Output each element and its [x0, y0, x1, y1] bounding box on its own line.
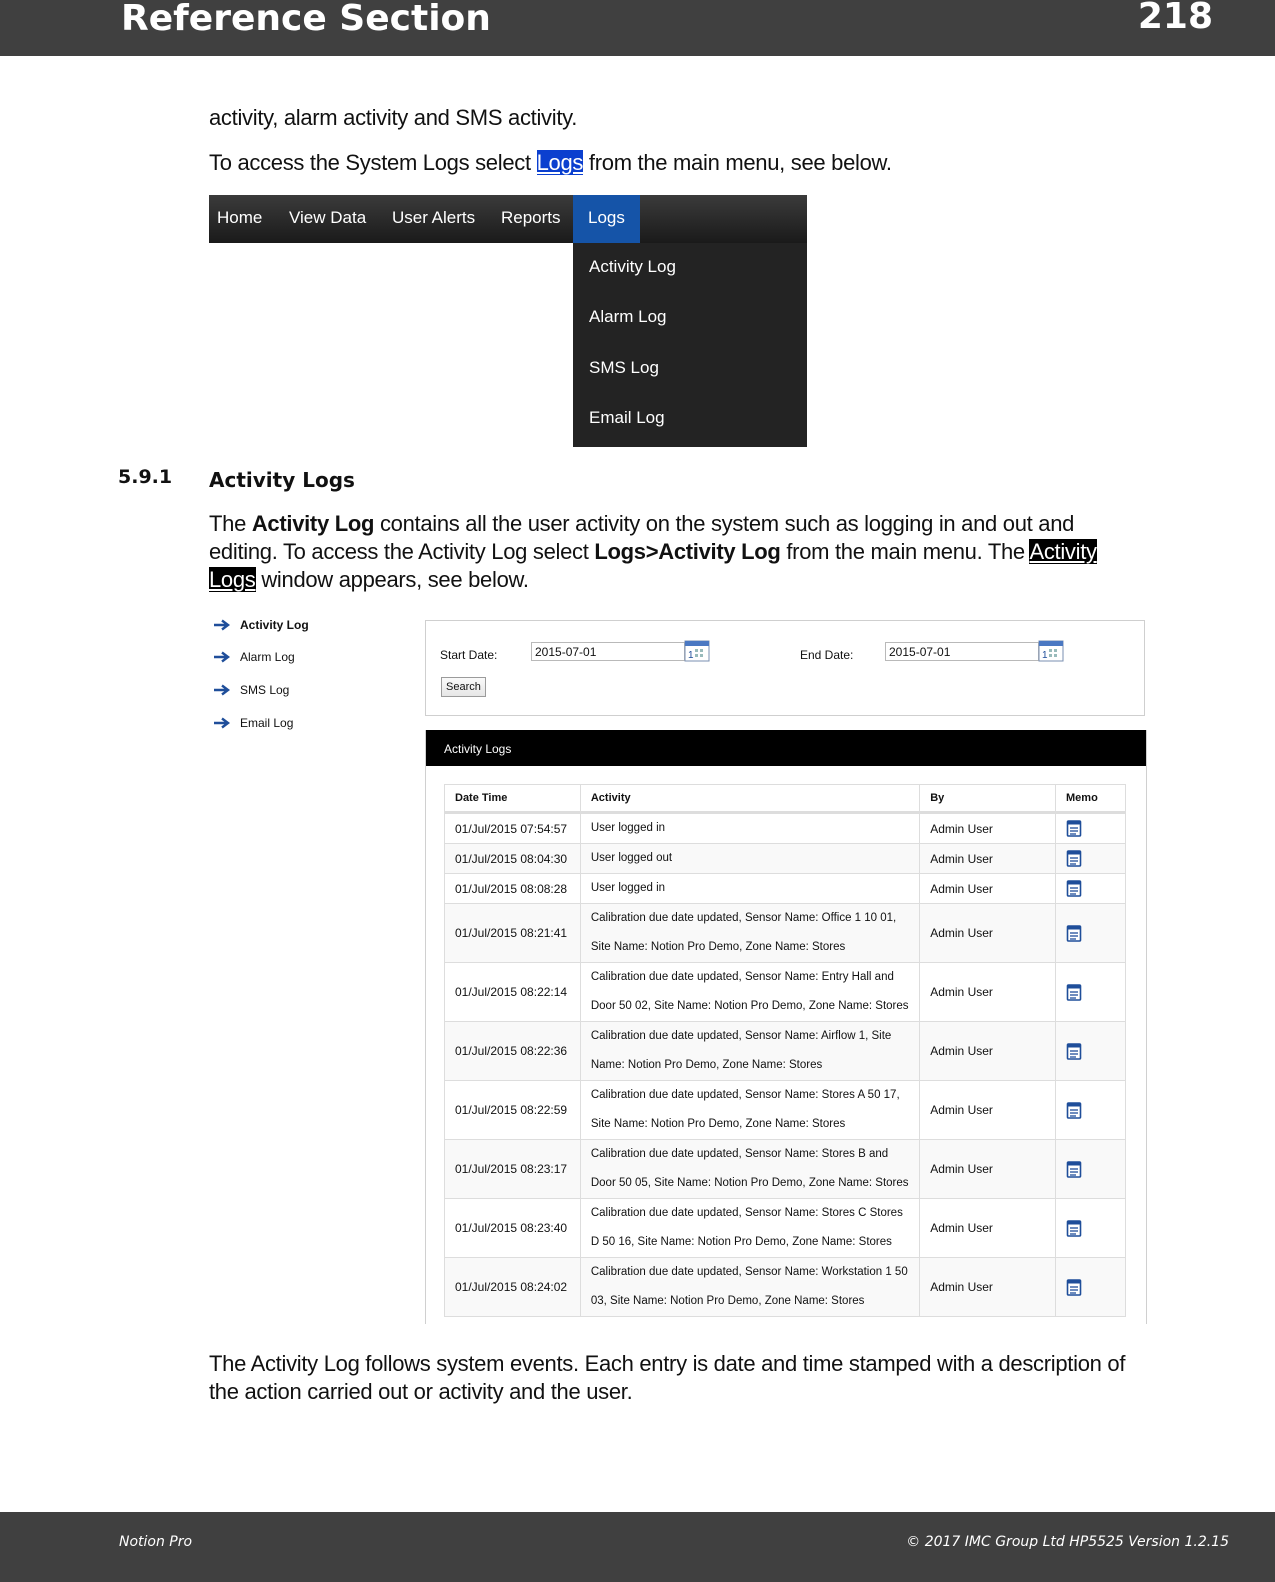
table-row	[445, 963, 1126, 1022]
cell-by: Admin User	[920, 813, 1056, 844]
menu-item-user-alerts[interactable]: User Alerts	[392, 208, 476, 227]
cell-by: Admin User	[920, 874, 1056, 904]
arrow-right-icon	[213, 651, 231, 663]
table-row	[445, 844, 1126, 874]
cell-date-time: 01/Jul/2015 08:21:41	[445, 904, 581, 963]
logs-link[interactable]: Logs	[536, 150, 584, 175]
sidebar-link-label: Email Log	[240, 716, 294, 730]
table-row	[445, 1081, 1126, 1140]
cell-activity: User logged out	[580, 844, 919, 874]
cell-by: Admin User	[920, 904, 1056, 963]
sidebar-link-label: Alarm Log	[240, 650, 295, 664]
dropdown-item-activity-log[interactable]: Activity Log	[589, 257, 676, 276]
activity-logs-table	[444, 784, 1126, 1317]
cell-by: Admin User	[920, 844, 1056, 874]
cell-activity: Calibration due date updated, Sensor Name: Airflow 1, Site Name: Notion Pro Demo, Zone Name: Stores	[580, 1022, 919, 1081]
cell-activity: Calibration due date updated, Sensor Name: Stores C Stores D 50 16, Site Name: Notion Pro Demo, Zone Name: Stores	[580, 1199, 919, 1258]
activity-logs-body	[445, 813, 1126, 1317]
cell-memo[interactable]	[1056, 1022, 1126, 1081]
menu-item-logs[interactable]: Logs	[573, 195, 640, 243]
page-footer	[0, 1512, 1275, 1582]
memo-icon[interactable]	[1066, 1220, 1115, 1237]
table-row	[445, 1022, 1126, 1081]
cell-by: Admin User	[920, 1081, 1056, 1140]
p1-text-g: window appears, see below.	[255, 567, 529, 592]
memo-icon[interactable]	[1066, 925, 1115, 942]
page-header	[0, 0, 1275, 56]
table-row	[445, 1258, 1126, 1317]
p1-text-a: The	[209, 511, 252, 536]
memo-icon[interactable]	[1066, 1043, 1115, 1060]
menu-item-home[interactable]: Home	[217, 208, 263, 227]
menu-item-view-data[interactable]: View Data	[289, 208, 367, 227]
memo-icon[interactable]	[1066, 1161, 1115, 1178]
cell-activity: Calibration due date updated, Sensor Name: Workstation 1 50 03, Site Name: Notion Pro Demo, Zone Name: Stores	[580, 1258, 919, 1317]
main-menu-screenshot	[209, 195, 807, 447]
section-title: Activity Logs	[209, 468, 355, 492]
sidebar-link-alarm-log[interactable]	[213, 648, 295, 666]
cell-memo[interactable]	[1056, 1140, 1126, 1199]
cell-memo[interactable]	[1056, 1081, 1126, 1140]
table-header-row	[445, 785, 1126, 813]
memo-icon[interactable]	[1066, 1102, 1115, 1119]
cell-date-time: 01/Jul/2015 07:54:57	[445, 813, 581, 844]
cell-activity: User logged in	[580, 813, 919, 844]
arrow-right-icon	[213, 684, 231, 696]
memo-icon[interactable]	[1066, 1279, 1115, 1296]
cell-memo[interactable]	[1056, 874, 1126, 904]
intro-line-2	[209, 149, 1129, 177]
column-header-memo[interactable]: Memo	[1056, 785, 1126, 813]
cell-activity: Calibration due date updated, Sensor Name: Stores A 50 17, Site Name: Notion Pro Demo, Zone Name: Stores	[580, 1081, 919, 1140]
intro-line-2-before: To access the System Logs select	[209, 150, 537, 175]
table-row	[445, 874, 1126, 904]
cell-date-time: 01/Jul/2015 08:22:14	[445, 963, 581, 1022]
section-paragraph	[209, 510, 1129, 594]
column-header-activity[interactable]: Activity	[580, 785, 919, 813]
search-button[interactable]: Search	[441, 677, 486, 697]
cell-by: Admin User	[920, 1199, 1056, 1258]
cell-memo[interactable]	[1056, 844, 1126, 874]
column-header-date-time[interactable]: Date Time	[445, 785, 581, 813]
memo-icon[interactable]	[1066, 850, 1115, 867]
footer-product: Notion Pro	[119, 1534, 193, 1550]
sidebar-link-activity-log[interactable]	[213, 616, 309, 634]
end-date-input[interactable]: 2015-07-01	[885, 642, 1039, 661]
intro-line-1: activity, alarm activity and SMS activity.	[209, 105, 578, 130]
arrow-right-icon	[213, 717, 231, 729]
dropdown-item-sms-log[interactable]: SMS Log	[589, 358, 659, 377]
cell-date-time: 01/Jul/2015 08:23:17	[445, 1140, 581, 1199]
start-date-input[interactable]: 2015-07-01	[531, 642, 685, 661]
cell-date-time: 01/Jul/2015 08:08:28	[445, 874, 581, 904]
arrow-right-icon	[213, 619, 231, 631]
table-row	[445, 904, 1126, 963]
date-search-panel	[425, 620, 1145, 716]
cell-date-time: 01/Jul/2015 08:04:30	[445, 844, 581, 874]
sidebar-link-email-log[interactable]	[213, 714, 293, 732]
cell-date-time: 01/Jul/2015 08:24:02	[445, 1258, 581, 1317]
section-number: 5.9.1	[118, 466, 173, 488]
table-row	[445, 813, 1126, 844]
cell-memo[interactable]	[1056, 963, 1126, 1022]
activity-logs-link[interactable]: Activity Logs	[209, 539, 1097, 592]
end-date-label: End Date:	[800, 648, 854, 662]
cell-activity: User logged in	[580, 874, 919, 904]
cell-memo[interactable]	[1056, 1199, 1126, 1258]
sidebar-link-label: SMS Log	[240, 683, 290, 697]
p1-bold-activity-log: Activity Log	[251, 511, 375, 536]
cell-memo[interactable]	[1056, 1258, 1126, 1317]
page-number: 218	[1137, 0, 1213, 37]
cell-date-time: 01/Jul/2015 08:22:59	[445, 1081, 581, 1140]
cell-by: Admin User	[920, 1140, 1056, 1199]
cell-memo[interactable]	[1056, 813, 1126, 844]
dropdown-item-alarm-log[interactable]: Alarm Log	[589, 307, 667, 326]
intro-line-2-after: from the main menu, see below.	[583, 150, 892, 175]
sidebar-link-label: Activity Log	[240, 618, 309, 632]
menu-item-reports[interactable]: Reports	[501, 208, 561, 227]
memo-icon[interactable]	[1066, 880, 1115, 897]
sidebar-link-sms-log[interactable]	[213, 681, 289, 699]
cell-date-time: 01/Jul/2015 08:22:36	[445, 1022, 581, 1081]
cell-activity: Calibration due date updated, Sensor Name: Entry Hall and Door 50 02, Site Name: Notion Pro Demo, Zone Name: Stores	[580, 963, 919, 1022]
svg-text:1: 1	[688, 650, 694, 661]
dropdown-item-email-log[interactable]: Email Log	[589, 408, 665, 427]
activity-logs-panel-title: Activity Logs	[426, 730, 1147, 766]
p1-bold-menu-path: Logs>Activity Log	[594, 539, 781, 564]
calendar-icon[interactable]	[1038, 638, 1064, 662]
calendar-icon[interactable]	[684, 638, 710, 662]
p1-text-e: from the main menu. The	[780, 539, 1030, 564]
outro-paragraph: The Activity Log follows system events. Each entry is date and time stamped with a description of the action carried out or activity and the user.	[209, 1351, 1126, 1404]
p1-text-c: contains all the user activity on the system such as logging in and out and editing. To access the Activity Log select	[209, 511, 1075, 564]
cell-activity: Calibration due date updated, Sensor Name: Stores B and Door 50 05, Site Name: Notion Pro Demo, Zone Name: Stores	[580, 1140, 919, 1199]
activity-logs-panel	[425, 730, 1147, 1324]
cell-by: Admin User	[920, 1022, 1056, 1081]
table-row	[445, 1199, 1126, 1258]
main-menu-bar	[209, 195, 807, 243]
memo-icon[interactable]	[1066, 820, 1115, 837]
svg-text:1: 1	[1042, 650, 1048, 661]
cell-activity: Calibration due date updated, Sensor Name: Office 1 10 01, Site Name: Notion Pro Demo, Zone Name: Stores	[580, 904, 919, 963]
logs-dropdown	[573, 243, 807, 447]
memo-icon[interactable]	[1066, 984, 1115, 1001]
footer-copyright: © 2017 IMC Group Ltd HP5525 Version 1.2.15	[906, 1534, 1229, 1550]
cell-by: Admin User	[920, 1258, 1056, 1317]
header-title: Reference Section	[121, 0, 491, 39]
column-header-by[interactable]: By	[920, 785, 1056, 813]
cell-by: Admin User	[920, 963, 1056, 1022]
start-date-label: Start Date:	[440, 648, 498, 662]
cell-memo[interactable]	[1056, 904, 1126, 963]
table-row	[445, 1140, 1126, 1199]
cell-date-time: 01/Jul/2015 08:23:40	[445, 1199, 581, 1258]
